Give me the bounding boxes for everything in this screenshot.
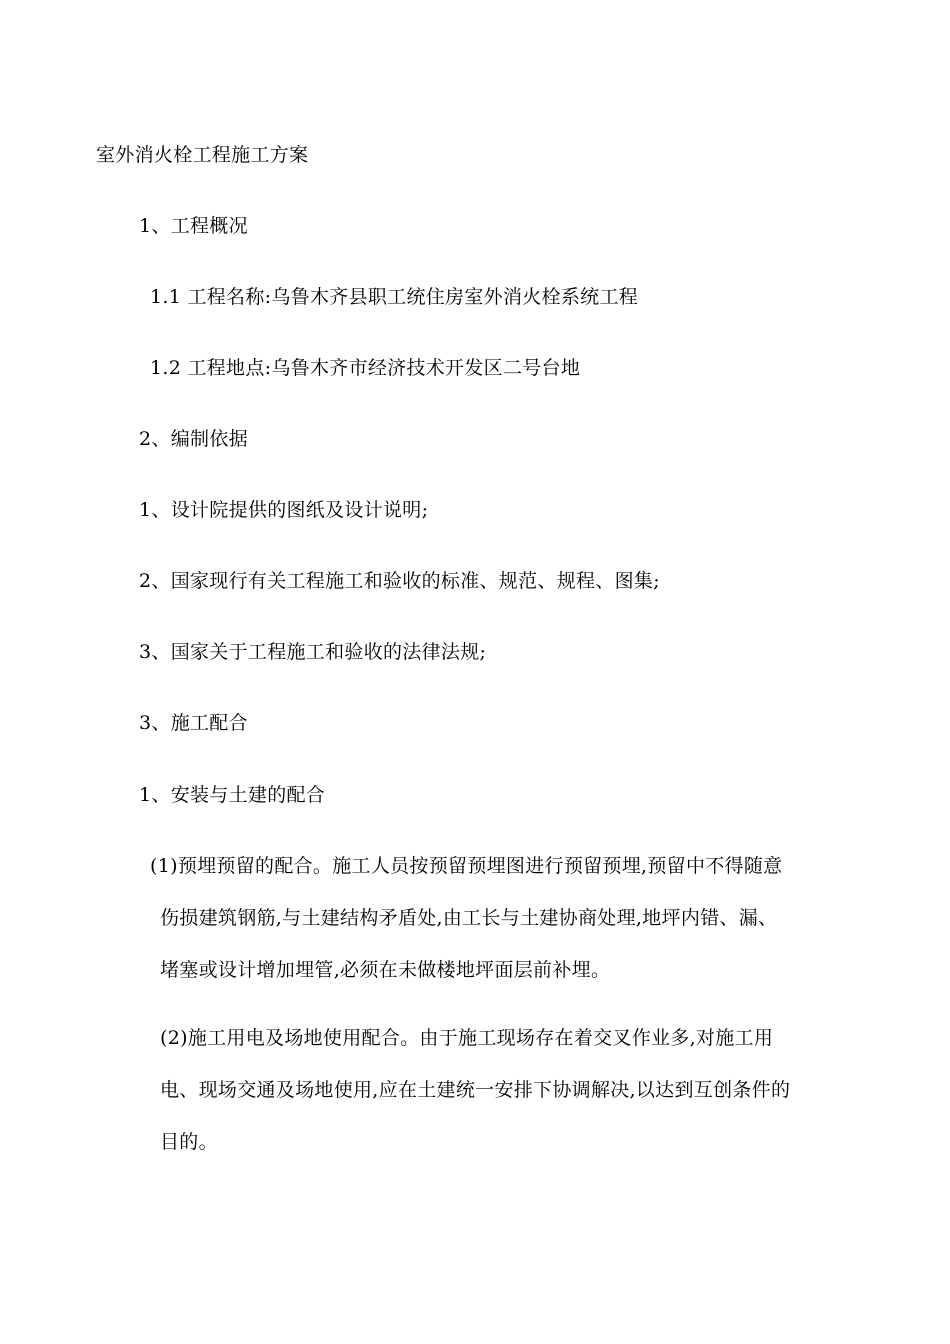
paragraph-power-site-line-3: 目的。 <box>160 1131 218 1153</box>
subsection-civil-coordination: 1、安装与土建的配合 <box>139 784 326 806</box>
paragraph-power-site-line-1: (2)施工用电及场地使用配合。由于施工现场存在着交叉作业多,对施工用 <box>160 1027 774 1049</box>
basis-item-1: 1、设计院提供的图纸及设计说明; <box>139 499 429 521</box>
project-name: 1.1 工程名称:乌鲁木齐县职工统住房室外消火栓系统工程 <box>150 286 639 308</box>
document-title: 室外消火栓工程施工方案 <box>96 144 309 166</box>
paragraph-power-site-line-2: 电、现场交通及场地使用,应在土建统一安排下协调解决,以达到互创条件的 <box>160 1079 791 1101</box>
paragraph-embedding <box>150 840 850 996</box>
paragraph-embedding-line-1: (1)预埋预留的配合。施工人员按预留预埋图进行预留预埋,预留中不得随意 <box>150 855 783 877</box>
section-heading-overview: 1、工程概况 <box>139 215 248 237</box>
paragraph-embedding-line-3: 堵塞或设计增加埋管,必须在未做楼地坪面层前补埋。 <box>160 959 611 981</box>
section-heading-coordination: 3、施工配合 <box>139 712 248 734</box>
paragraph-embedding-line-2: 伤损建筑钢筋,与土建结构矛盾处,由工长与土建协商处理,地坪内错、漏、 <box>160 907 778 929</box>
paragraph-power-site <box>160 1012 860 1168</box>
project-location: 1.2 工程地点:乌鲁木齐市经济技术开发区二号台地 <box>150 357 581 379</box>
basis-item-2: 2、国家现行有关工程施工和验收的标准、规范、规程、图集; <box>139 570 660 592</box>
section-heading-basis: 2、编制依据 <box>139 428 248 450</box>
basis-item-3: 3、国家关于工程施工和验收的法律法规; <box>139 641 487 663</box>
